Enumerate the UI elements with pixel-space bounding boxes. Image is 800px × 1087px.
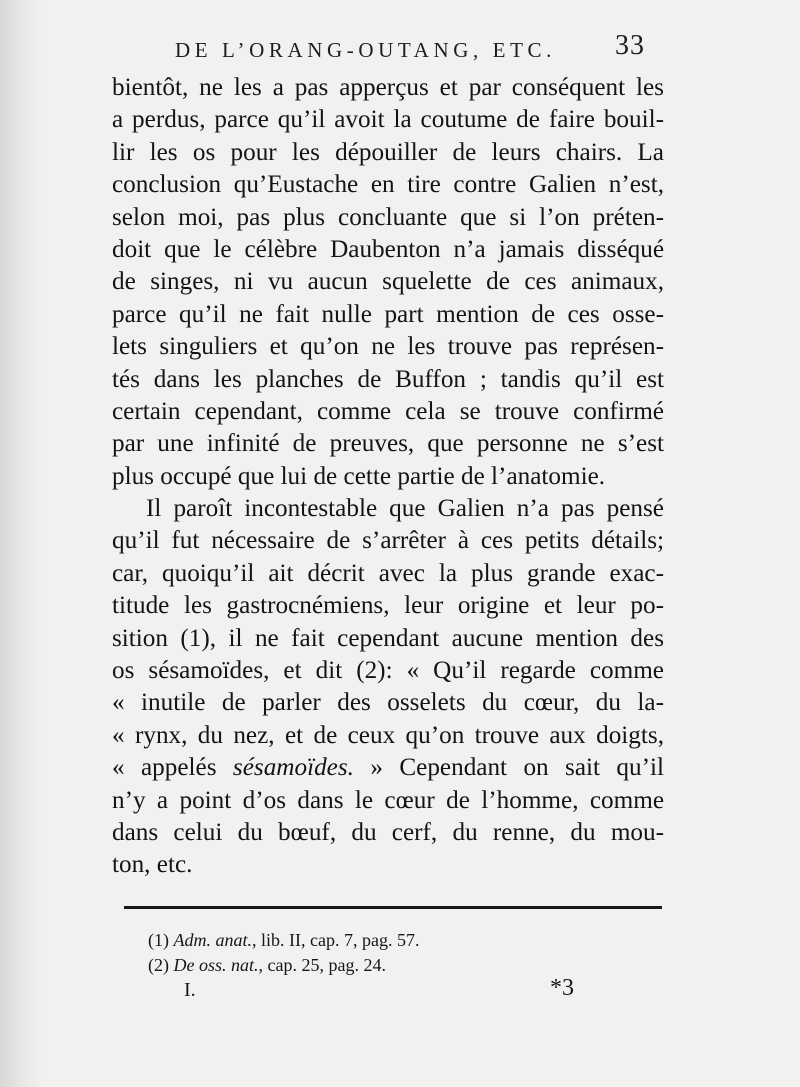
text-line: ton, etc.: [112, 851, 193, 879]
text-line: plus occupé que lui de cette partie de l’anatomie.: [112, 462, 606, 490]
text-line: lir les os pour les dépouiller de leurs chairs. La: [112, 138, 664, 166]
footnote-source: De oss. nat.: [173, 955, 259, 975]
text-line: lets singuliers et qu’on ne les trouve pas représen-: [112, 333, 664, 361]
text-line: doit que le célèbre Daubenton n’a jamais disséqué: [112, 235, 664, 263]
volume-mark: I.: [184, 979, 196, 1001]
footnote-source: Adm. anat.: [173, 930, 252, 950]
body-text: [112, 72, 664, 882]
text-line-with-italic: [112, 752, 664, 784]
italic-term: sésamoïdes.: [232, 754, 354, 782]
text-line: os sésamoïdes, et dit (2): « Qu’il regarde comme: [112, 657, 664, 685]
footnote-marker: (1): [148, 930, 174, 950]
footnote-rule: [124, 906, 662, 909]
text-line: conclusion qu’Eustache en tire contre Galien n’est,: [112, 171, 664, 199]
text-segment: « appelés: [112, 754, 233, 782]
text-line: de singes, ni vu aucun squelette de ces animaux,: [112, 268, 664, 296]
signature-mark: *3: [550, 975, 574, 1001]
footnote-reference: , cap. 25, pag. 24.: [258, 955, 386, 975]
text-line: car, quoiqu’il ait décrit avec la plus grande exac-: [112, 559, 664, 587]
running-title: DE L’ORANG-OUTANG, ETC.: [175, 38, 556, 62]
text-line: tés dans les planches de Buffon ; tandis qu’il est: [112, 365, 664, 393]
text-line: n’y a point d’os dans le cœur de l’homme, comme: [112, 786, 664, 814]
text-line: a perdus, parce qu’il avoit la coutume de faire bouil-: [112, 106, 664, 134]
page-gutter-shadow: [0, 0, 42, 1087]
signature-row: [184, 975, 574, 1005]
text-line: bientôt, ne les a pas apperçus et par conséquent les: [112, 74, 664, 101]
text-line: titude les gastrocnémiens, leur origine et leur po-: [112, 592, 664, 620]
footnote-1: [148, 928, 568, 953]
running-head: [175, 30, 645, 68]
paragraph-start-line: Il paroît incontestable que Galien n’a pas pensé: [146, 495, 664, 523]
text-line: par une infinité de preuves, que personne ne s’est: [112, 430, 664, 458]
text-line: selon moi, pas plus concluante que si l’on préten-: [112, 203, 664, 231]
page-number: 33: [615, 30, 645, 61]
text-line: « rynx, du nez, et de ceux qu’on trouve aux doigts,: [112, 721, 664, 749]
footnotes: [148, 928, 568, 978]
text-line: sition (1), il ne fait cependant aucune mention des: [112, 624, 664, 652]
text-line: « inutile de parler des osselets du cœur, du la-: [112, 689, 664, 717]
footnote-reference: , lib. II, cap. 7, pag. 57.: [252, 930, 420, 950]
text-line: qu’il fut nécessaire de s’arrêter à ces petits détails;: [112, 527, 664, 555]
footnote-marker: (2): [148, 955, 174, 975]
text-line: parce qu’il ne fait nulle part mention de ces osse-: [112, 300, 664, 328]
text-line: certain cependant, comme cela se trouve confirmé: [112, 397, 664, 425]
text-line: dans celui du bœuf, du cerf, du renne, du mou-: [112, 818, 664, 846]
text-segment: » Cependant on sait qu’il: [353, 754, 664, 782]
